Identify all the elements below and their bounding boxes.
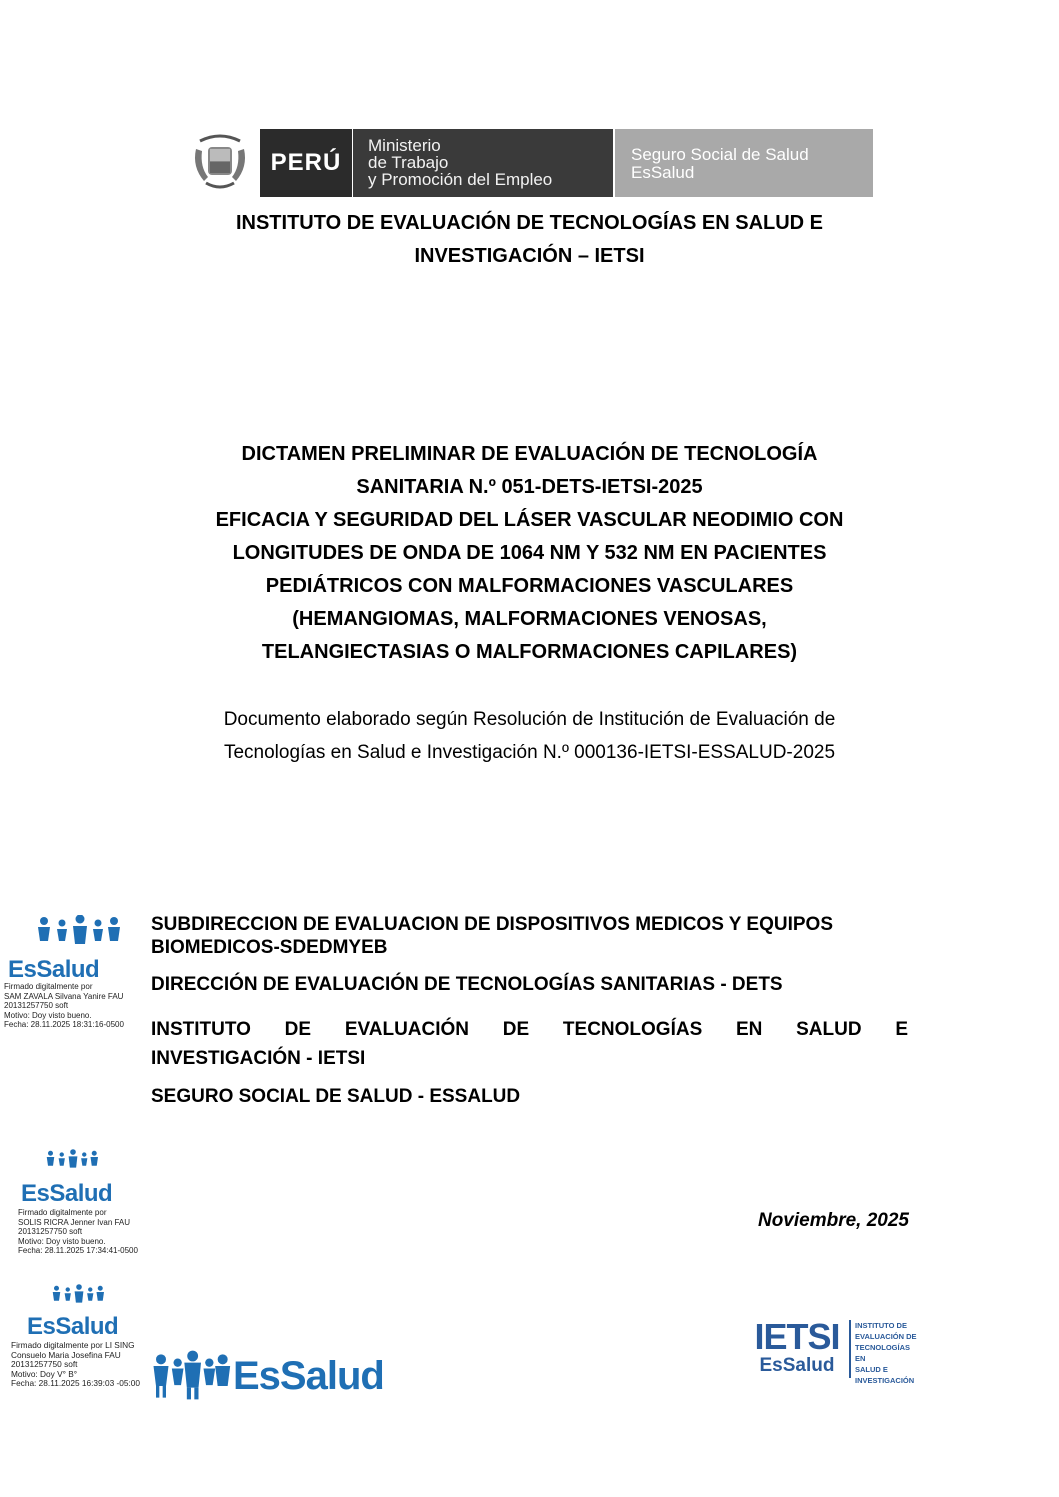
resolution-text [0,703,1059,769]
ietsi-desc-line: INSTITUTO DE [855,1321,907,1330]
institute-title-line: INVESTIGACIÓN – IETSI [414,245,645,267]
essalud-family-icon [32,915,128,955]
dictamen-title [0,438,1059,669]
signature-details [18,1208,158,1256]
ietsi-divider [849,1320,851,1378]
dictamen-line: LONGITUDES DE ONDA DE 1064 NM Y 532 NM EN PACIENTES [232,542,827,564]
department-line: SUBDIRECCION DE EVALUACION DE DISPOSITIVOS MEDICOS Y EQUIPOS [151,914,833,935]
dictamen-line: PEDIÁTRICOS CON MALFORMACIONES VASCULARES [265,575,794,597]
signature-line: SOLIS RICRA Jenner Ivan FAU [18,1217,131,1227]
ministry-label [353,129,613,197]
essalud-family-icon [151,1346,231,1406]
ietsi-desc-line: INVESTIGACIÓN [855,1376,915,1385]
department-line: INSTITUTO DE EVALUACIÓN DE TECNOLOGÍAS EN SALUD E [151,1019,908,1040]
header-banner [181,129,873,197]
ietsi-description [855,1320,921,1386]
signature-line: Consuelo Maria Josefina FAU [11,1349,121,1360]
signature-line: Motivo: Doy V° B° [11,1368,78,1379]
signature-line: SAM ZAVALA Silvana Yanire FAU [4,991,124,1001]
signature-line: 20131257750 soft [11,1359,78,1369]
department-line: INVESTIGACIÓN - IETSI [151,1048,366,1069]
dictamen-line: EFICACIA Y SEGURIDAD DEL LÁSER VASCULAR NEODIMIO CON [215,509,844,531]
signature-details [4,982,144,1030]
department-line: BIOMEDICOS-SDEDMYEB [151,937,388,958]
dictamen-line: SANITARIA N.º 051-DETS-IETSI-2025 [356,476,703,498]
signature-line: Firmado digitalmente por LI SING [11,1340,135,1350]
signature-line: Motivo: Doy visto bueno. [18,1236,106,1246]
ietsi-desc-line: EVALUACIÓN DE [855,1332,917,1341]
ietsi-sub: EsSalud [759,1355,835,1376]
dictamen-line: DICTAMEN PRELIMINAR DE EVALUACIÓN DE TECNOLOGÍA [241,443,818,465]
footer-essalud-logo [151,1344,391,1408]
signature-line: Firmado digitalmente por [18,1208,107,1217]
digital-signature-2 [18,1143,158,1256]
digital-signature-1 [4,915,144,1030]
department-sdedmyeb [151,913,921,959]
ministry-line: de Trabajo [368,153,449,172]
signature-line: Fecha: 28.11.2025 17:34:41-0500 [18,1246,138,1255]
ietsi-desc-line: SALUD E [855,1365,888,1374]
institute-title [0,207,1059,273]
ministry-line: Ministerio [368,136,441,155]
document-date: Noviembre, 2025 [757,1210,909,1231]
resolution-line: Documento elaborado según Resolución de Institución de Evaluación de [223,709,836,730]
essalud-logo: EsSalud [27,1313,119,1340]
essalud-line: Seguro Social de Salud [631,145,809,164]
essalud-family-icon [43,1143,103,1181]
signature-line: Motivo: Doy visto bueno. [4,1010,92,1020]
dictamen-line: TELANGIECTASIAS O MALFORMACIONES CAPILARES) [261,641,798,663]
ministry-line: y Promoción del Empleo [368,170,553,189]
essalud-logo: EsSalud [8,956,100,983]
department-dets: DIRECCIÓN DE EVALUACIÓN DE TECNOLOGÍAS SANITARIAS - DETS [151,974,783,995]
ietsi-logo [751,1318,921,1384]
essalud-logo: EsSalud [21,1180,113,1207]
department-ietsi [151,1015,908,1073]
ietsi-desc-line: TECNOLOGÍAS EN [855,1343,911,1363]
essalud-header-label [615,129,873,197]
digital-signature-3 [11,1280,161,1389]
department-essalud: SEGURO SOCIAL DE SALUD - ESSALUD [151,1086,521,1107]
signature-details [11,1341,161,1389]
coat-of-arms-icon [181,129,259,197]
signature-line: 20131257750 soft [4,1001,69,1010]
peru-label: PERÚ [260,129,352,197]
signature-line: 20131257750 soft [18,1227,83,1236]
signature-line: Fecha: 28.11.2025 16:39:03 -05:00 [11,1378,141,1388]
resolution-line: Tecnologías en Salud e Investigación N.º 000136-IETSI-ESSALUD-2025 [223,742,836,763]
ietsi-name: IETSI [754,1316,840,1357]
signature-line: Firmado digitalmente por [4,982,93,991]
signature-line: Fecha: 28.11.2025 18:31:16-0500 [4,1020,124,1029]
dictamen-line: (HEMANGIOMAS, MALFORMACIONES VENOSAS, [292,608,767,630]
essalud-line: EsSalud [631,163,695,182]
essalud-wordmark: EsSalud [233,1353,384,1398]
institute-title-line: INSTITUTO DE EVALUACIÓN DE TECNOLOGÍAS EN SALUD E [235,212,824,234]
ietsi-wordmark [751,1318,843,1376]
essalud-family-icon [49,1280,109,1314]
